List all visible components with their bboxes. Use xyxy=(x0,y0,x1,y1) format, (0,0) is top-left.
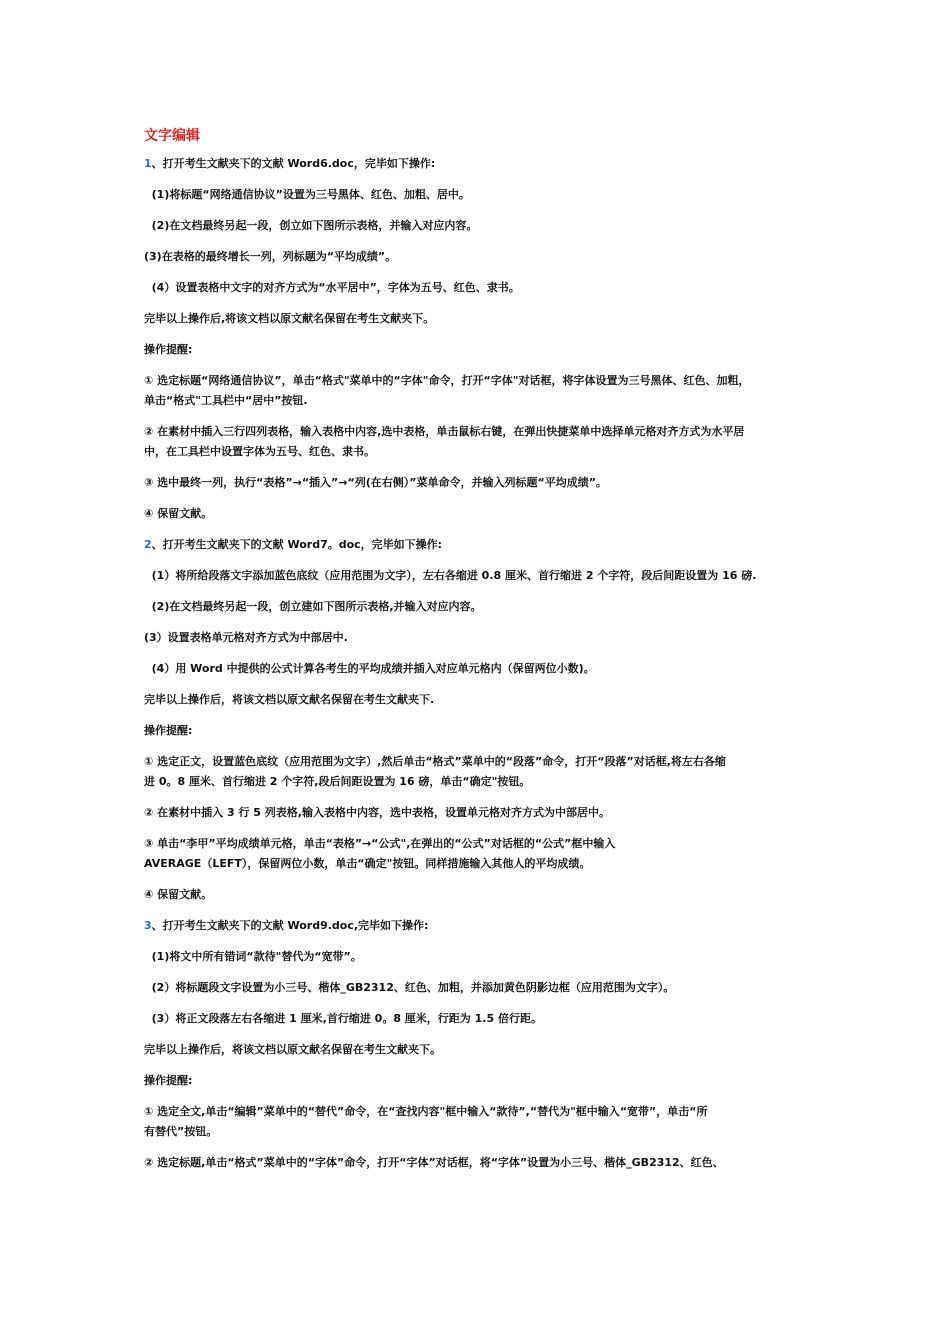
paragraph-line xyxy=(144,187,816,203)
line-text: (3)在表格的最终增长一列，列标题为“平均成绩”。 xyxy=(144,250,397,263)
paragraph-line xyxy=(144,723,816,739)
paragraph-line xyxy=(144,311,816,327)
paragraph-line xyxy=(144,1124,816,1140)
line-text: 操作提醒: xyxy=(144,1074,193,1087)
line-text: ② 在素材中插入三行四列表格，输入表格中内容,选中表格，单击鼠标右键，在弹出快捷菜单中选择单元格对齐方式为水平居 xyxy=(144,425,745,438)
paragraph-line xyxy=(144,630,816,646)
line-text: 、打开考生文献夹下的文献 Word7。doc，完毕如下操作: xyxy=(151,538,443,551)
paragraph-line xyxy=(144,1104,816,1120)
line-text: 、打开考生文献夹下的文献 Word9.doc,完毕如下操作: xyxy=(151,919,429,932)
line-text: (2)在文档最终另起一段，创立如下图所示表格，并输入对应内容。 xyxy=(144,219,478,232)
line-text: ③ 单击“李甲”平均成绩单元格，单击“表格”→“公式",在弹出的“公式”对话框的“公式”框中输入 xyxy=(144,837,616,850)
paragraph-line xyxy=(144,805,816,821)
line-text: (1)将标题“网络通信协议”设置为三号黑体、红色、加粗、居中。 xyxy=(144,188,470,201)
line-text: ④ 保留文献。 xyxy=(144,888,213,901)
line-text: (4）设置表格中文字的对齐方式为“水平居中”，字体为五号、红色、隶书。 xyxy=(144,281,520,294)
paragraph-line xyxy=(144,774,816,790)
paragraph-line xyxy=(144,218,816,234)
document-title: 文字编辑 xyxy=(144,128,200,144)
paragraph-line xyxy=(144,887,816,903)
line-text: 有替代”按钮。 xyxy=(144,1125,218,1138)
paragraph-line xyxy=(144,836,816,852)
line-text: 进 0。8 厘米、首行缩进 2 个字符,段后间距设置为 16 磅，单击“确定"按钮。 xyxy=(144,775,531,788)
line-text: 完毕以上操作后,将该文档以原文献名保留在考生文献夹下。 xyxy=(144,312,435,325)
line-text: (4）用 Word 中提供的公式计算各考生的平均成绩并插入对应单元格内（保留两位小数)。 xyxy=(144,662,595,675)
paragraph-line xyxy=(144,156,816,172)
line-text: 单击“格式"工具栏中“居中”按钮. xyxy=(144,394,308,407)
paragraph-line xyxy=(144,444,816,460)
line-text: AVERAGE（LEFT），保留两位小数，单击“确定"按钮。同样措施输入其他人的平均成绩。 xyxy=(144,857,591,870)
paragraph-line xyxy=(144,856,816,872)
paragraph-line xyxy=(144,1011,816,1027)
line-text: (1）将所给段落文字添加蓝色底纹（应用范围为文字），左右各缩进 0.8 厘米、首行缩进 2 个字符，段后间距设置为 16 磅. xyxy=(144,569,757,582)
paragraph-line xyxy=(144,424,816,440)
paragraph-line xyxy=(144,1042,816,1058)
line-text: (3）将正文段落左右各缩进 1 厘米,首行缩进 0。8 厘米，行距为 1.5 倍行距。 xyxy=(144,1012,542,1025)
paragraph-line xyxy=(144,393,816,409)
line-text: (1)将文中所有错词“款待"替代为“宽带”。 xyxy=(144,950,362,963)
line-text: 完毕以上操作后，将该文档以原文献名保留在考生文献夹下。 xyxy=(144,1043,441,1056)
line-text: 中，在工具栏中设置字体为五号、红色、隶书。 xyxy=(144,445,375,458)
line-text: 完毕以上操作后，将该文档以原文献名保留在考生文献夹下. xyxy=(144,693,435,706)
question-number: 1 xyxy=(144,157,152,170)
question-number: 2 xyxy=(144,538,152,551)
paragraph-line xyxy=(144,506,816,522)
line-text: ① 选定全文,单击“编辑”菜单中的“替代”命令，在“查找内容"框中输入“款待”,“替代为"框中输入“宽带”，单击“所 xyxy=(144,1105,708,1118)
paragraph-line xyxy=(144,373,816,389)
line-text: ③ 选中最终一列，执行“表格”→“插入”→“列(在右侧）”菜单命令，并输入列标题“平均成绩”。 xyxy=(144,476,607,489)
paragraph-line xyxy=(144,342,816,358)
line-text: (3）设置表格单元格对齐方式为中部居中. xyxy=(144,631,348,644)
line-text: (2）将标题段文字设置为小三号、楷体_GB2312、红色、加粗，并添加黄色阴影边框（应用范围为文字）。 xyxy=(144,981,675,994)
paragraph-line xyxy=(144,568,816,584)
paragraph-line xyxy=(144,661,816,677)
document-body xyxy=(144,126,816,1186)
question-number: 3 xyxy=(144,919,152,932)
paragraph-line xyxy=(144,280,816,296)
paragraph-line xyxy=(144,918,816,934)
line-text: 、打开考生文献夹下的文献 Word6.doc，完毕如下操作: xyxy=(151,157,436,170)
document-lines xyxy=(144,156,816,1171)
line-text: ② 选定标题,单击“格式”菜单中的“字体”命令，打开“字体”对话框，将“字体”设置为小三号、楷体_GB2312、红色、 xyxy=(144,1156,724,1169)
paragraph-line xyxy=(144,475,816,491)
line-text: (2)在文档最终另起一段，创立建如下图所示表格,并输入对应内容。 xyxy=(144,600,482,613)
line-text: ② 在素材中插入 3 行 5 列表格,输入表格中内容，选中表格，设置单元格对齐方式为中部居中。 xyxy=(144,806,610,819)
line-text: 操作提醒: xyxy=(144,343,193,356)
paragraph-line xyxy=(144,1155,816,1171)
paragraph-line xyxy=(144,754,816,770)
paragraph-line xyxy=(144,537,816,553)
paragraph-line xyxy=(144,692,816,708)
line-text: ① 选定正文，设置蓝色底纹（应用范围为文字）,然后单击“格式”菜单中的“段落”命令，打开“段落”对话框,将左右各缩 xyxy=(144,755,726,768)
paragraph-line xyxy=(144,249,816,265)
line-text: 操作提醒: xyxy=(144,724,193,737)
line-text: ④ 保留文献。 xyxy=(144,507,213,520)
paragraph-line xyxy=(144,949,816,965)
line-text: ① 选定标题“网络通信协议”，单击“格式"菜单中的“字体"命令，打开“字体"对话框，将字体设置为三号黑体、红色、加粗， xyxy=(144,374,750,387)
paragraph-line xyxy=(144,1073,816,1089)
paragraph-line xyxy=(144,980,816,996)
paragraph-line xyxy=(144,599,816,615)
